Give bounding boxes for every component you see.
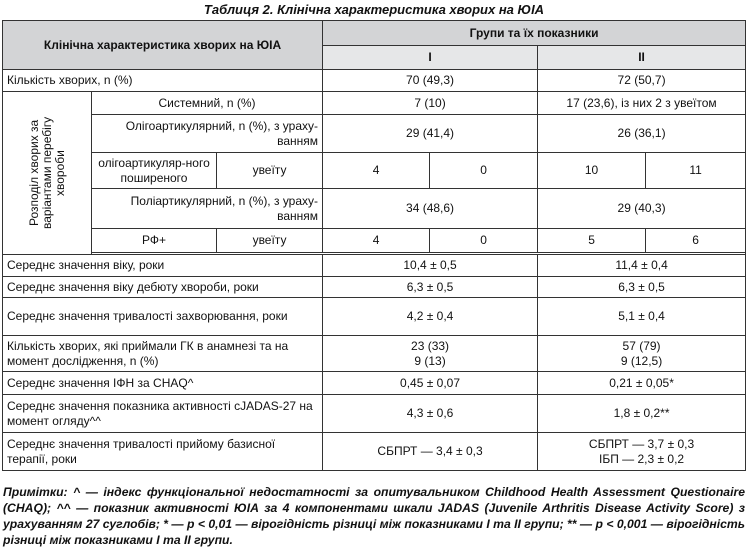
table-row [3, 255, 746, 277]
row-label: Середнє значення тривалості захворювання, роки [3, 298, 323, 336]
cell-value: 5,1 ± 0,4 [538, 298, 746, 336]
cell-line: ІБП — 2,3 ± 0,2 [598, 451, 685, 466]
cell-value: 29 (41,4) [323, 115, 538, 153]
row-sublabel: увеїту [217, 153, 323, 189]
cell-line: 23 (33) [411, 338, 450, 353]
table-row [3, 372, 746, 395]
row-label: Системний, n (%) [92, 92, 323, 115]
table-row [3, 229, 746, 253]
cell-value: СБПРТ — 3,4 ± 0,3 [323, 433, 538, 471]
table-title: Таблиця 2. Клінічна характеристика хворих на ЮІА [203, 2, 545, 17]
cell-value: 1,8 ± 0,2** [538, 395, 746, 433]
row-label-header: Клінічна характеристика хворих на ЮІА [3, 21, 323, 70]
row-label: Олігоартикулярний, n (%), з ураху-ванням [92, 115, 323, 153]
cell-line: 9 (13) [414, 353, 446, 368]
cell-value: 11,4 ± 0,4 [538, 255, 746, 277]
cell-value: 4,2 ± 0,4 [323, 298, 538, 336]
row-label: Середнє значення віку, роки [3, 255, 323, 277]
cell-value: 6,3 ± 0,5 [323, 277, 538, 298]
cell-line: СБПРТ — 3,7 ± 0,3 [588, 436, 695, 451]
cell-value: 17 (23,6), із них 2 з увеїтом [538, 92, 746, 115]
row-label: Середнє значення тривалості прийому базисної терапії, роки [3, 433, 323, 471]
cell-value: 0,45 ± 0,07 [323, 372, 538, 395]
variant-group-text: Розподіл хворих за варіантами перебігу хвороби [26, 116, 67, 230]
cell-value [538, 336, 746, 372]
cell-value [323, 336, 538, 372]
cell-value: 5 [538, 229, 646, 253]
table-row [3, 433, 746, 471]
cell-line: 9 (12,5) [620, 353, 663, 368]
row-label: РФ+ [92, 229, 217, 253]
row-label: Середнє значення віку дебюту хвороби, роки [3, 277, 323, 298]
cell-value [538, 433, 746, 471]
cell-value: 4,3 ± 0,6 [323, 395, 538, 433]
table-row [3, 277, 746, 298]
cell-value: 4 [323, 153, 430, 189]
cell-value: 10,4 ± 0,5 [323, 255, 538, 277]
groups-header: Групи та їх показники [323, 21, 746, 46]
cell-value: 4 [323, 229, 430, 253]
table-row [3, 336, 746, 372]
cell-value: 26 (36,1) [538, 115, 746, 153]
cell-value: 7 (10) [323, 92, 538, 115]
cell-value: 11 [646, 153, 746, 189]
row-label: Середнє значення показника активності cJADAS-27 на момент огляду^^ [3, 395, 323, 433]
cell-value: 29 (40,3) [538, 189, 746, 229]
table-notes: Примітки: ^ — індекс функціональної недостатності за опитувальником Childhood Health Assessment Questionaire (CHAQ); ^^ — показник активності ЮІА за 4 компонентами шкали JADAS (Juvenile Arthritis Disease Activity Score) з урахуванням 27 суглобів; * — p < 0,01 — вірогідність різниці між показниками I та II групи; ** — p < 0,001 — вірогідність різниці між показниками I та II групи. [3, 485, 745, 547]
header-row [3, 21, 746, 46]
cell-value: 10 [538, 153, 646, 189]
table-row [3, 298, 746, 336]
row-label: Поліартикулярний, n (%), з ураху-ванням [92, 189, 323, 229]
row-label: Кількість хворих, які приймали ГК в анамнезі та на момент дослідження, n (%) [3, 336, 323, 372]
table-row [3, 92, 746, 115]
row-label: Кількість хворих, n (%) [3, 70, 323, 92]
variant-group-label [3, 92, 92, 255]
cell-value: 34 (48,6) [323, 189, 538, 229]
cell-value: 6 [646, 229, 746, 253]
row-sublabel: увеїту [217, 229, 323, 253]
table-row [3, 189, 746, 229]
table-row [3, 153, 746, 189]
row-label: олігоартикуляр-ного поширеного [92, 153, 217, 189]
cell-value: 0 [430, 153, 538, 189]
cell-value: 6,3 ± 0,5 [538, 277, 746, 298]
table-row [3, 395, 746, 433]
cell-value: 0 [430, 229, 538, 253]
cell-value: 0,21 ± 0,05* [538, 372, 746, 395]
group1-header: I [323, 46, 538, 70]
table-row [3, 70, 746, 92]
cell-line: 57 (79) [622, 338, 661, 353]
clinical-table [2, 20, 746, 471]
table-row [3, 115, 746, 153]
cell-value: 72 (50,7) [538, 70, 746, 92]
group2-header: II [538, 46, 746, 70]
row-label: Середнє значення ІФН за CHAQ^ [3, 372, 323, 395]
cell-value: 70 (49,3) [323, 70, 538, 92]
